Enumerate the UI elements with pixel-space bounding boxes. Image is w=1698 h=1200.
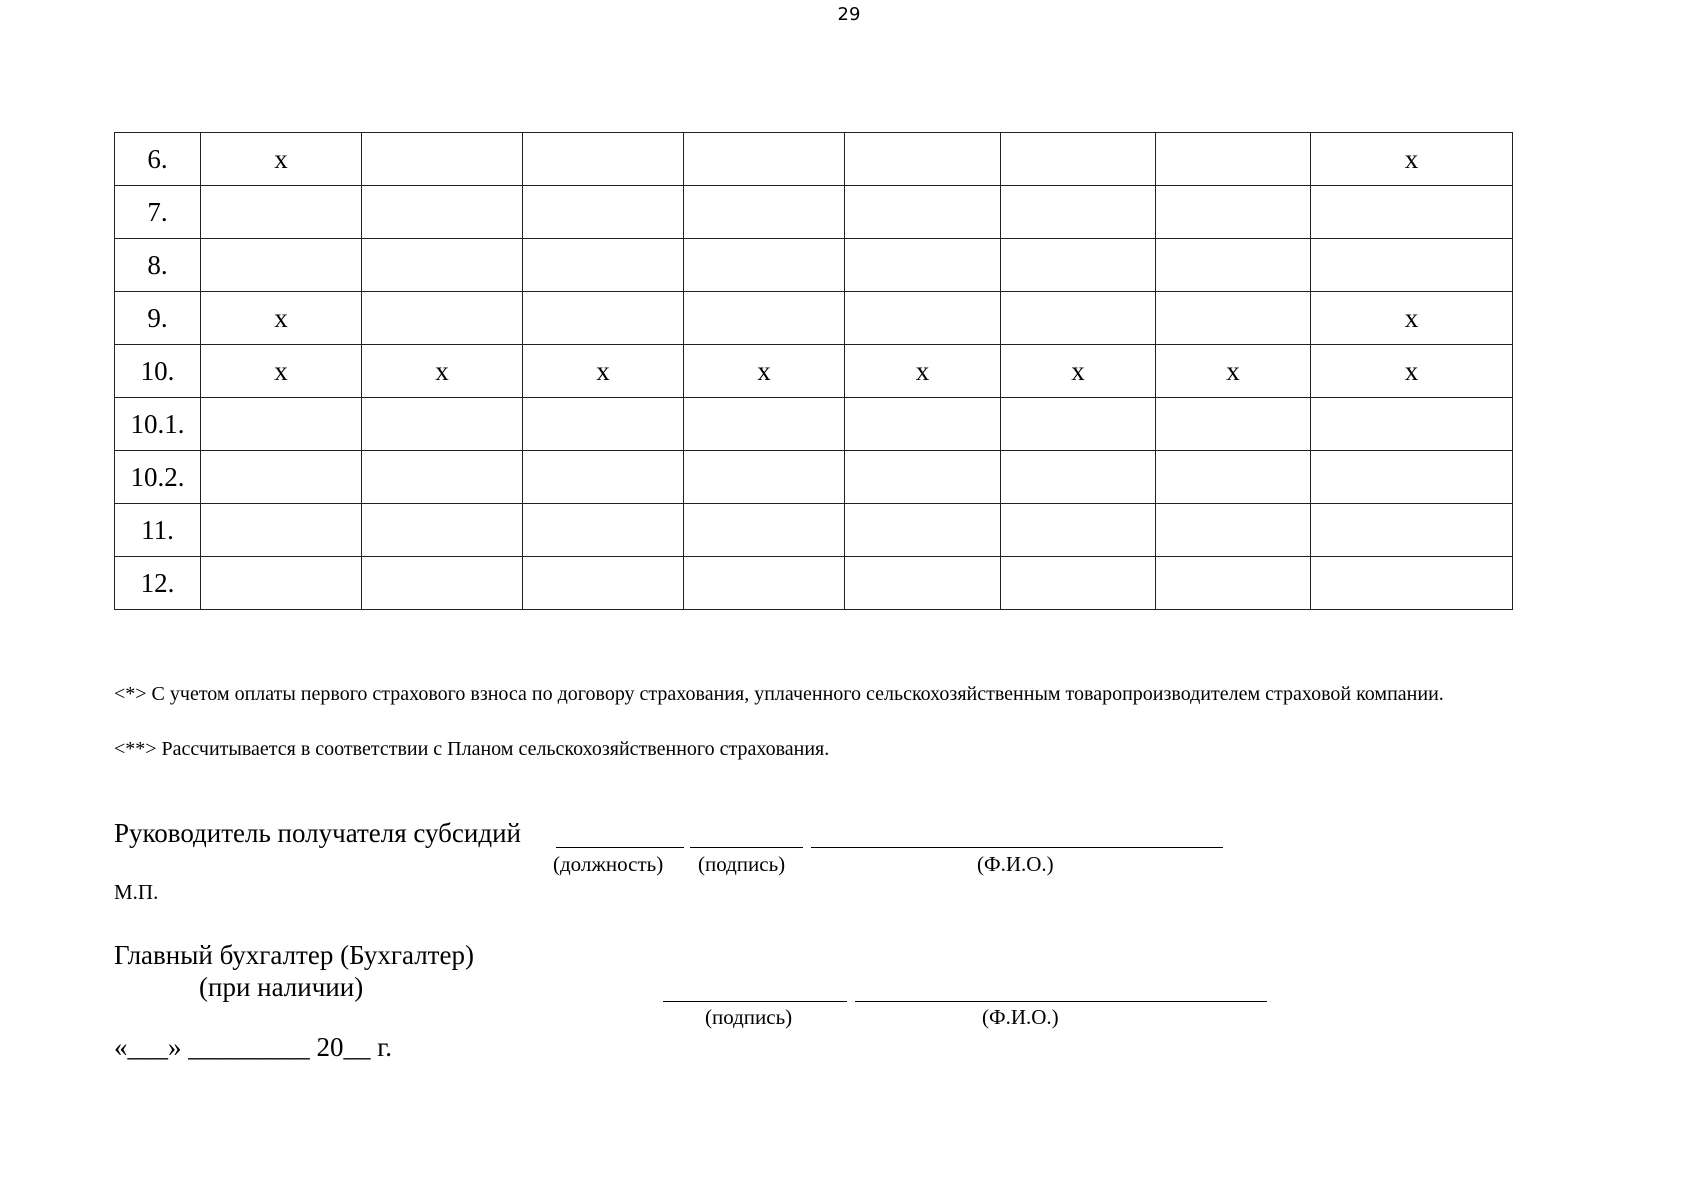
table-cell [1001, 451, 1156, 504]
data-table [114, 132, 1513, 610]
table-cell [845, 504, 1001, 557]
table-cell [362, 557, 523, 610]
table-cell [1001, 239, 1156, 292]
table-cell [523, 292, 684, 345]
table-cell [1156, 133, 1311, 186]
table-cell [523, 557, 684, 610]
table-row [115, 451, 1513, 504]
table-cell [362, 186, 523, 239]
table-row [115, 239, 1513, 292]
table-cell [684, 557, 845, 610]
table-row [115, 557, 1513, 610]
accountant-label: Главный бухгалтер (Бухгалтер) [114, 940, 474, 970]
table-cell [362, 398, 523, 451]
table-body [115, 133, 1513, 610]
accountant-signature-line [663, 1001, 847, 1002]
table-cell: x [201, 345, 362, 398]
table-cell [684, 504, 845, 557]
row-number-cell: 10.2. [115, 451, 201, 504]
footnote-1: <*> С учетом оплаты первого страхового взноса по договору страхования, уплаченного сельскохозяйственным товаропроизводителем страховой компании. [114, 683, 1444, 705]
position-line [556, 847, 684, 848]
table-cell [362, 504, 523, 557]
table-cell [523, 133, 684, 186]
table-cell [1001, 557, 1156, 610]
table-row [115, 504, 1513, 557]
table-cell: x [1001, 345, 1156, 398]
row-number-cell: 10. [115, 345, 201, 398]
table-cell [1311, 557, 1513, 610]
row-number-cell: 12. [115, 557, 201, 610]
table-cell [1311, 186, 1513, 239]
table-cell [1001, 292, 1156, 345]
table-cell: x [201, 292, 362, 345]
accountant-fio-line [855, 1001, 1267, 1002]
table-cell [1311, 451, 1513, 504]
accountant-signature-caption: (подпись) [705, 1005, 793, 1029]
table-cell [1156, 292, 1311, 345]
head-fio-caption: (Ф.И.О.) [977, 852, 1054, 876]
table-cell: x [1311, 345, 1513, 398]
table-cell [1001, 398, 1156, 451]
table-cell [845, 451, 1001, 504]
table-row [115, 292, 1513, 345]
table-cell [1311, 504, 1513, 557]
table-cell [362, 133, 523, 186]
table-cell [684, 186, 845, 239]
date-line: «___» _________ 20__ г. [114, 1032, 393, 1062]
table-cell: x [362, 345, 523, 398]
head-fio-line [811, 847, 1223, 848]
table-cell: x [684, 345, 845, 398]
table-cell [201, 557, 362, 610]
table-cell [684, 398, 845, 451]
table-cell [523, 186, 684, 239]
head-signature-caption: (подпись) [698, 852, 786, 876]
table-row [115, 398, 1513, 451]
table-cell [684, 292, 845, 345]
table-cell [845, 292, 1001, 345]
table-cell: x [1311, 292, 1513, 345]
table-cell [684, 451, 845, 504]
footnote-2: <**> Рассчитывается в соответствии с Планом сельскохозяйственного страхования. [114, 738, 830, 760]
table-cell [1001, 504, 1156, 557]
table-cell [1156, 504, 1311, 557]
table-row [115, 186, 1513, 239]
row-number-cell: 7. [115, 186, 201, 239]
table-cell [1156, 186, 1311, 239]
table-cell [845, 557, 1001, 610]
stamp-label: М.П. [114, 880, 159, 904]
table-cell [1311, 398, 1513, 451]
table-cell [201, 186, 362, 239]
table-cell: x [845, 345, 1001, 398]
table-cell [845, 186, 1001, 239]
table-cell [523, 451, 684, 504]
table-cell: x [1311, 133, 1513, 186]
row-number-cell: 8. [115, 239, 201, 292]
table-cell: x [523, 345, 684, 398]
row-number-cell: 10.1. [115, 398, 201, 451]
table-cell [1001, 186, 1156, 239]
table-cell: x [1156, 345, 1311, 398]
table-cell [684, 133, 845, 186]
table-cell [1001, 133, 1156, 186]
table-cell [523, 504, 684, 557]
table-cell [1311, 239, 1513, 292]
table-cell: x [201, 133, 362, 186]
accountant-fio-caption: (Ф.И.О.) [982, 1005, 1059, 1029]
table-cell [1156, 557, 1311, 610]
row-number-cell: 11. [115, 504, 201, 557]
page-number: 29 [837, 4, 861, 25]
table-cell [523, 398, 684, 451]
table-cell [201, 239, 362, 292]
table-row [115, 133, 1513, 186]
table-cell [845, 398, 1001, 451]
table-cell [845, 133, 1001, 186]
table-cell [362, 292, 523, 345]
table-row [115, 345, 1513, 398]
table-cell [201, 398, 362, 451]
head-signature-label: Руководитель получателя субсидий [114, 818, 521, 848]
table-cell [1156, 398, 1311, 451]
table-cell [1156, 239, 1311, 292]
head-signature-line [690, 847, 803, 848]
table-cell [201, 451, 362, 504]
table-cell [362, 239, 523, 292]
table-cell [201, 504, 362, 557]
row-number-cell: 9. [115, 292, 201, 345]
table-cell [362, 451, 523, 504]
row-number-cell: 6. [115, 133, 201, 186]
table-cell [684, 239, 845, 292]
accountant-note: (при наличии) [199, 972, 364, 1002]
table-cell [1156, 451, 1311, 504]
position-caption: (должность) [553, 852, 664, 876]
table-cell [845, 239, 1001, 292]
table-cell [523, 239, 684, 292]
